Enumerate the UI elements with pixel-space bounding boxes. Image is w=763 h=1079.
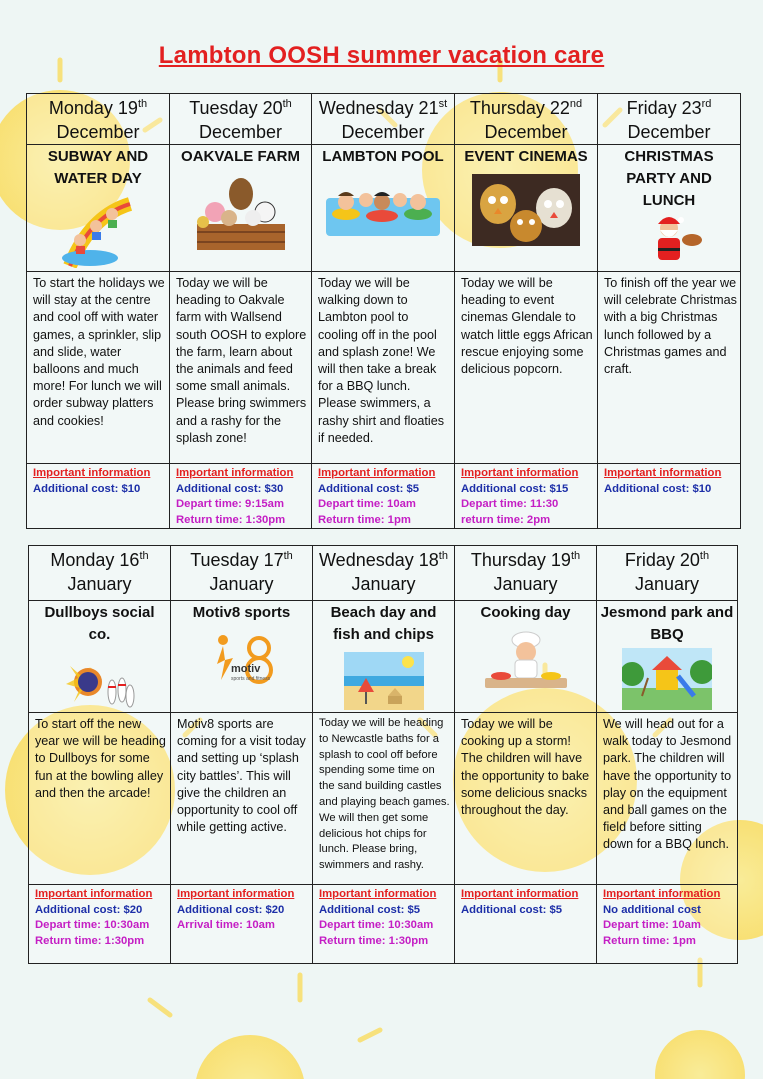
depart-time: Depart time: 10:30am [35, 919, 150, 931]
additional-cost: Additional cost: $30 [176, 482, 284, 495]
day-heading: Monday 19th December [48, 98, 148, 142]
day-heading: Thursday 19th January [470, 550, 581, 594]
important-info: Important information Additional cost: $5 Depart time: 10:30am Return time: 1:30pm [313, 885, 454, 949]
day-heading: Friday 20th January [624, 550, 710, 594]
svg-text:sports and fitness: sports and fitness [230, 676, 270, 682]
day-heading: Wednesday 21st December [318, 98, 448, 142]
activity-title: CHRISTMAS PARTY AND LUNCH [624, 148, 714, 209]
return-time: Return time: 1:30pm [35, 934, 145, 947]
additional-cost: Additional cost: $5 [318, 482, 420, 495]
return-time: Return time: 1pm [603, 934, 696, 947]
activity-title: SUBWAY AND WATER DAY [47, 148, 149, 187]
return-time: Return time: 1:30pm [319, 934, 429, 947]
motiv8-logo [211, 630, 273, 690]
depart-time: Depart time: 10am [318, 498, 416, 510]
january-schedule-table [28, 545, 738, 964]
return-time: return time: 2pm [461, 513, 551, 526]
important-info: Important information Additional cost: $20 Depart time: 10:30am Return time: 1:30pm [29, 885, 170, 949]
playground-picture [622, 648, 712, 710]
important-info: Important information Additional cost: $5 Depart time: 10am Return time: 1pm [312, 464, 454, 528]
beach-picture [344, 652, 424, 710]
additional-cost: Additional cost: $10 [33, 482, 141, 495]
activity-description: Today we will be heading to Oakvale farm with Wallsend south OOSH to explore the farm, learn about the animals and feed some small animals. Please bring swimmers and a rashy for the splash zone! [176, 276, 307, 445]
activity-title: Jesmond park and BBQ [600, 604, 734, 643]
kids-in-pool-picture [326, 174, 440, 236]
additional-cost: Additional cost: $5 [461, 903, 563, 916]
arrival-time: Arrival time: 10am [177, 919, 275, 931]
additional-cost: Additional cost: $5 [319, 903, 421, 916]
activity-description: Today we will be walking down to Lambton pool to cooling off in the pool and splash zone! We will then take a break for a BBQ lunch. Please swimmers, a rashy shirt and floaties if needed. [318, 276, 444, 445]
svg-text:motiv: motiv [230, 663, 260, 675]
important-info: Important information Additional cost: $20 Arrival time: 10am [171, 885, 312, 934]
farm-animals-picture [193, 174, 289, 252]
day-heading: Tuesday 17th January [190, 550, 293, 594]
activity-title: EVENT CINEMAS [464, 148, 588, 165]
depart-time: Depart time: 9:15am [176, 498, 284, 510]
important-info: Important information Additional cost: $10 [598, 464, 740, 497]
bowling-picture [64, 652, 136, 712]
activity-title: Cooking day [480, 604, 571, 621]
additional-cost: No additional cost [603, 903, 701, 916]
day-heading: Thursday 22nd December [469, 98, 583, 142]
additional-cost: Additional cost: $20 [177, 903, 285, 916]
activity-description: To start the holidays we will stay at the centre and cool off with water games, a sprinkler, slip and slide, water balloons and much more! For lunch we will order subway platters and cookies! [33, 276, 165, 428]
depart-time: Depart time: 11:30 [461, 498, 559, 510]
additional-cost: Additional cost: $20 [35, 903, 143, 916]
activity-description: Today we will be heading to Newcastle baths for a splash to cool off before spending some time on the sand building castles and playing beach games. We will then get some delicious hot chips for lunch. Please bring, swimmers and rashy. [319, 717, 450, 872]
sun-icon [195, 1035, 305, 1079]
december-schedule-table [26, 93, 741, 529]
additional-cost: Additional cost: $15 [461, 482, 569, 495]
depart-time: Depart time: 10am [603, 919, 701, 931]
activity-title: Beach day and fish and chips [330, 604, 437, 643]
activity-description: Today we will be cooking up a storm! The children will have the opportunity to bake some delicious snacks throughout the day. [461, 717, 590, 818]
return-time: Return time: 1pm [318, 513, 411, 526]
chef-kid-picture [479, 630, 573, 694]
water-slide-kids-picture [60, 196, 136, 268]
activity-description: To start off the new year we will be heading to Dullboys for some fun at the bowling alley and then the arcade! [35, 717, 166, 800]
important-info: Important information Additional cost: $5 [455, 885, 596, 918]
activity-title: Motiv8 sports [192, 604, 291, 621]
page-title: Lambton OOSH summer vacation care [158, 42, 605, 69]
important-info: Important information No additional cost Depart time: 10am Return time: 1pm [597, 885, 737, 949]
day-heading: Friday 23rd December [626, 98, 712, 142]
activity-description: Motiv8 sports are coming for a visit today and setting up ‘splash city battles’. This will give the children an opportunity to cool off while getting active. [177, 717, 306, 835]
depart-time: Depart time: 10:30am [319, 919, 434, 931]
day-heading: Tuesday 20th December [189, 98, 292, 142]
additional-cost: Additional cost: $10 [604, 482, 712, 495]
activity-title: Dullboys social co. [44, 604, 155, 643]
activity-description: Today we will be heading to event cinemas Glendale to watch little eggs African rescue enjoying some delicious popcorn. [461, 276, 593, 377]
day-heading: Wednesday 18th January [319, 550, 448, 594]
activity-description: We will head out for a walk today to Jesmond park. The children will have the opportunity to play on the equipment and ball games on the field before sitting down for a BBQ lunch. [603, 717, 732, 852]
important-info: Important information Additional cost: $10 [27, 464, 169, 497]
activity-description: To finish off the year we will celebrate Christmas with a big Christmas lunch followed by a Christmas games and craft. [604, 276, 737, 377]
santa-picture [634, 214, 704, 266]
activity-title: OAKVALE FARM [181, 148, 300, 165]
return-time: Return time: 1:30pm [176, 513, 286, 526]
sun-icon [655, 1030, 745, 1079]
movie-chickens-picture [472, 174, 580, 246]
activity-title: LAMBTON POOL [322, 148, 444, 165]
important-info: Important information Additional cost: $30 Depart time: 9:15am Return time: 1:30pm [170, 464, 311, 528]
important-info: Important information Additional cost: $15 Depart time: 11:30 return time: 2pm [455, 464, 597, 528]
day-heading: Monday 16th January [50, 550, 149, 594]
